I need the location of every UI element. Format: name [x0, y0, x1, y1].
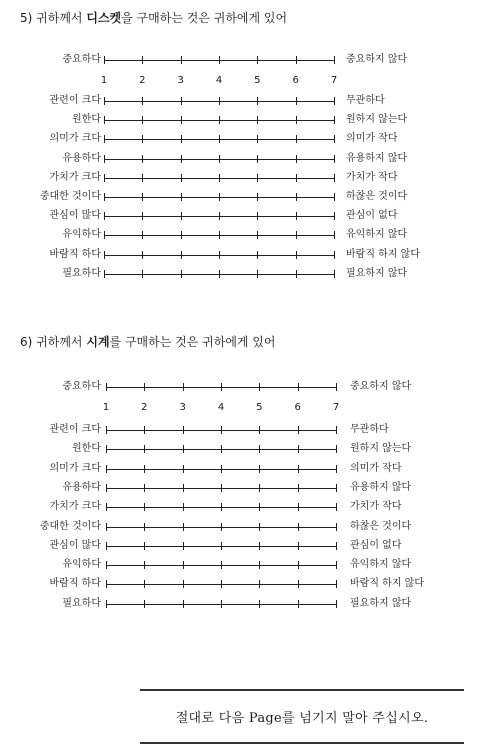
- scale-tick-2[interactable]: [144, 383, 145, 391]
- rating-scale-line[interactable]: [104, 210, 334, 222]
- scale-tick-3[interactable]: [181, 97, 182, 105]
- scale-tick-3[interactable]: [181, 251, 182, 259]
- scale-row: [0, 114, 480, 128]
- scale-tick-6[interactable]: [296, 135, 297, 143]
- footer-rule-top: [140, 689, 464, 691]
- right-anchor-label: 원하지 않는다: [346, 114, 408, 126]
- scale-tick-4[interactable]: [219, 193, 220, 201]
- scale-tick-2[interactable]: [142, 155, 143, 163]
- rating-scale-line[interactable]: [104, 114, 334, 126]
- scale-tick-2[interactable]: [142, 270, 143, 278]
- scale-tick-1[interactable]: [106, 426, 107, 434]
- scale-tick-7[interactable]: [334, 116, 335, 124]
- scale-tick-2[interactable]: [144, 542, 145, 550]
- scale-tick-4[interactable]: [219, 155, 220, 163]
- scale-tick-2[interactable]: [142, 97, 143, 105]
- question-post-text: 을 구매하는 것은 귀하에게 있어: [121, 11, 288, 25]
- scale-tick-2[interactable]: [144, 484, 145, 492]
- scale-row: [0, 521, 480, 535]
- left-anchor-label: 중요하다: [62, 381, 101, 392]
- scale-tick-6[interactable]: [298, 561, 299, 569]
- question-post-text: 를 구매하는 것은 귀하에게 있어: [109, 335, 276, 349]
- scale-tick-4[interactable]: [221, 580, 222, 588]
- footer-rule-bottom: [140, 742, 464, 744]
- scale-tick-5[interactable]: [259, 600, 260, 608]
- scale-number: 2: [141, 402, 148, 413]
- rating-scale-line[interactable]: [106, 559, 336, 571]
- scale-tick-5[interactable]: [257, 251, 258, 259]
- scale-tick-4[interactable]: [221, 383, 222, 391]
- rating-scale-line[interactable]: [106, 443, 336, 455]
- right-anchor-label: 유용하지 않다: [346, 152, 408, 164]
- question-pre-text: 귀하께서: [36, 335, 83, 349]
- scale-row: [0, 578, 480, 592]
- scale-tick-1[interactable]: [106, 445, 107, 453]
- scale-tick-1[interactable]: [104, 155, 105, 163]
- rating-scale-line[interactable]: [104, 229, 334, 241]
- scale-tick-6[interactable]: [298, 503, 299, 511]
- scale-row: [0, 133, 480, 147]
- scale-row: [0, 268, 480, 282]
- scale-tick-2[interactable]: [142, 56, 143, 64]
- scale-tick-5[interactable]: [259, 523, 260, 531]
- scale-tick-3[interactable]: [181, 231, 182, 239]
- left-anchor-label: 관심이 많다: [49, 210, 101, 222]
- rating-scale-line[interactable]: [106, 540, 336, 552]
- scale-tick-3[interactable]: [183, 383, 184, 391]
- left-anchor-label: 의미가 크다: [49, 462, 101, 474]
- scale-tick-6[interactable]: [298, 426, 299, 434]
- right-anchor-label: 관심이 없다: [350, 539, 402, 551]
- scale-tick-5[interactable]: [257, 174, 258, 182]
- scale-tick-7[interactable]: [334, 270, 335, 278]
- scale-tick-4[interactable]: [219, 231, 220, 239]
- scale-tick-1[interactable]: [104, 212, 105, 220]
- scale-tick-2[interactable]: [142, 212, 143, 220]
- scale-tick-6[interactable]: [296, 212, 297, 220]
- scale-tick-2[interactable]: [142, 193, 143, 201]
- question-product: 시계: [86, 335, 110, 349]
- right-anchor-label: 가치가 작다: [346, 171, 398, 183]
- scale-tick-1[interactable]: [104, 231, 105, 239]
- scale-row: [0, 482, 480, 496]
- scale-tick-6[interactable]: [296, 97, 297, 105]
- scale-tick-1[interactable]: [106, 465, 107, 473]
- left-anchor-label: 원한다: [72, 443, 101, 455]
- rating-scale-line[interactable]: [104, 133, 334, 145]
- scale-tick-2[interactable]: [144, 503, 145, 511]
- left-anchor-label: 관련이 크다: [49, 424, 101, 435]
- scale-number: 4: [217, 402, 225, 413]
- question-number: 5): [20, 11, 33, 25]
- scale-tick-5[interactable]: [257, 116, 258, 124]
- rating-scale-line[interactable]: [104, 172, 334, 184]
- rating-scale-line[interactable]: [104, 191, 334, 203]
- scale-tick-7[interactable]: [334, 155, 335, 163]
- scale-tick-1[interactable]: [106, 580, 107, 588]
- right-anchor-label: 유익하지 않다: [350, 559, 412, 571]
- scale-tick-7[interactable]: [334, 212, 335, 220]
- scale-tick-3[interactable]: [181, 174, 182, 182]
- scale-tick-2[interactable]: [142, 116, 143, 124]
- scale-row: [0, 249, 480, 263]
- scale-tick-1[interactable]: [104, 270, 105, 278]
- scale-tick-6[interactable]: [296, 251, 297, 259]
- scale-tick-4[interactable]: [219, 270, 220, 278]
- scale-tick-6[interactable]: [296, 155, 297, 163]
- scale-tick-3[interactable]: [183, 561, 184, 569]
- scale-tick-7[interactable]: [336, 600, 337, 608]
- right-anchor-label: 가치가 작다: [350, 501, 402, 513]
- scale-tick-1[interactable]: [104, 193, 105, 201]
- scale-tick-4[interactable]: [221, 523, 222, 531]
- scale-tick-4[interactable]: [219, 116, 220, 124]
- scale-tick-7[interactable]: [336, 523, 337, 531]
- scale-row-top: [0, 381, 480, 395]
- left-anchor-label: 원한다: [72, 114, 101, 126]
- left-anchor-label: 유익하다: [62, 229, 101, 241]
- scale-tick-5[interactable]: [259, 580, 260, 588]
- scale-tick-7[interactable]: [334, 135, 335, 143]
- scale-tick-5[interactable]: [259, 542, 260, 550]
- question-product: 디스켓: [86, 11, 122, 25]
- scale-tick-7[interactable]: [336, 484, 337, 492]
- scale-tick-6[interactable]: [296, 116, 297, 124]
- scale-tick-2[interactable]: [144, 561, 145, 569]
- scale-tick-7[interactable]: [334, 56, 335, 64]
- scale-tick-7[interactable]: [336, 426, 337, 434]
- rating-scale-line[interactable]: [106, 381, 336, 393]
- scale-tick-7[interactable]: [334, 251, 335, 259]
- left-anchor-label: 바람직 하다: [49, 578, 101, 590]
- scale-tick-4[interactable]: [221, 426, 222, 434]
- scale-tick-7[interactable]: [334, 174, 335, 182]
- scale-tick-1[interactable]: [104, 135, 105, 143]
- scale-number: 6: [294, 402, 301, 413]
- scale-tick-4[interactable]: [221, 465, 222, 473]
- scale-tick-4[interactable]: [221, 600, 222, 608]
- scale-tick-2[interactable]: [142, 251, 143, 259]
- scale-tick-2[interactable]: [144, 580, 145, 588]
- rating-scale-line[interactable]: [104, 54, 334, 66]
- scale-tick-4[interactable]: [221, 561, 222, 569]
- scale-tick-5[interactable]: [259, 484, 260, 492]
- scale-tick-4[interactable]: [219, 174, 220, 182]
- scale-row: [0, 463, 480, 477]
- rating-scale-line[interactable]: [104, 153, 334, 165]
- scale-tick-7[interactable]: [334, 231, 335, 239]
- scale-row: [0, 229, 480, 243]
- scale-tick-4[interactable]: [221, 503, 222, 511]
- scale-tick-2[interactable]: [142, 135, 143, 143]
- rating-scale-line[interactable]: [106, 501, 336, 513]
- right-anchor-label: 원하지 않는다: [350, 443, 412, 455]
- scale-tick-4[interactable]: [221, 542, 222, 550]
- scale-row: [0, 191, 480, 205]
- scale-tick-4[interactable]: [219, 56, 220, 64]
- left-anchor-label: 가치가 크다: [49, 501, 101, 513]
- scale-tick-3[interactable]: [183, 426, 184, 434]
- rating-scale-line[interactable]: [106, 424, 336, 436]
- rating-scale-line[interactable]: [106, 463, 336, 475]
- scale-tick-1[interactable]: [104, 251, 105, 259]
- scale-number: 5: [254, 75, 261, 86]
- scale-tick-1[interactable]: [104, 116, 105, 124]
- scale-tick-7[interactable]: [336, 580, 337, 588]
- scale-tick-5[interactable]: [259, 383, 260, 391]
- scale-number: 3: [177, 75, 184, 86]
- scale-tick-5[interactable]: [257, 193, 258, 201]
- scale-row-top: [0, 54, 480, 68]
- scale-tick-6[interactable]: [298, 542, 299, 550]
- scale-tick-6[interactable]: [298, 580, 299, 588]
- left-anchor-label: 바람직 하다: [49, 248, 101, 260]
- scale-tick-1[interactable]: [106, 561, 107, 569]
- right-anchor-label: 중요하지 않다: [350, 381, 412, 392]
- right-anchor-label: 하찮은 것이다: [350, 520, 412, 532]
- scale-tick-7[interactable]: [336, 383, 337, 391]
- scale-number: 7: [330, 75, 338, 86]
- scale-tick-3[interactable]: [181, 270, 182, 278]
- scale-row: [0, 501, 480, 515]
- scale-number: 3: [179, 402, 186, 413]
- scale-tick-5[interactable]: [259, 561, 260, 569]
- scale-tick-1[interactable]: [106, 600, 107, 608]
- scale-tick-6[interactable]: [298, 484, 299, 492]
- scale-tick-6[interactable]: [298, 523, 299, 531]
- scale-tick-5[interactable]: [259, 426, 260, 434]
- scale-tick-5[interactable]: [257, 155, 258, 163]
- scale-tick-3[interactable]: [181, 135, 182, 143]
- scale-number: 5: [256, 402, 263, 413]
- rating-scale-line[interactable]: [106, 482, 336, 494]
- scale-tick-6[interactable]: [296, 193, 297, 201]
- left-anchor-label: 가치가 크다: [49, 171, 101, 183]
- rating-scale-line[interactable]: [104, 268, 334, 280]
- right-anchor-label: 하찮은 것이다: [346, 191, 408, 202]
- scale-number: 6: [292, 75, 299, 86]
- scale-tick-4[interactable]: [219, 97, 220, 105]
- question-pre-text: 귀하께서: [36, 11, 83, 25]
- scale-tick-3[interactable]: [183, 523, 184, 531]
- scale-tick-1[interactable]: [104, 174, 105, 182]
- rating-scale-line[interactable]: [106, 521, 336, 533]
- right-anchor-label: 의미가 작다: [350, 462, 402, 474]
- question-number: 6): [20, 335, 33, 349]
- rating-scale-line[interactable]: [104, 249, 334, 261]
- left-anchor-label: 유용하다: [62, 152, 101, 164]
- scale-number: 1: [100, 75, 108, 86]
- scale-row: [0, 443, 480, 457]
- scale-tick-1[interactable]: [106, 523, 107, 531]
- scale-tick-5[interactable]: [257, 56, 258, 64]
- scale-tick-7[interactable]: [334, 193, 335, 201]
- scale-row: [0, 540, 480, 554]
- scale-row: [0, 598, 480, 612]
- scale-row: [0, 424, 480, 438]
- left-anchor-label: 필요하다: [62, 267, 101, 279]
- right-anchor-label: 중요하지 않다: [346, 54, 408, 65]
- question-5-title: [20, 9, 287, 26]
- scale-tick-7[interactable]: [334, 97, 335, 105]
- footer-instruction: 절대로 다음 Page를 넘기지 말아 주십시오.: [175, 711, 429, 726]
- scale-tick-3[interactable]: [183, 542, 184, 550]
- scale-tick-1[interactable]: [106, 484, 107, 492]
- right-anchor-label: 필요하지 않다: [350, 597, 412, 609]
- left-anchor-label: 의미가 크다: [49, 133, 101, 145]
- question-6-title: [20, 333, 276, 350]
- scale-number: 1: [102, 402, 110, 413]
- left-anchor-label: 중대한 것이다: [39, 191, 101, 202]
- right-anchor-label: 관심이 없다: [346, 210, 398, 222]
- scale-row: [0, 210, 480, 224]
- scale-row: [0, 153, 480, 167]
- scale-number: 4: [215, 75, 223, 86]
- scale-tick-5[interactable]: [257, 231, 258, 239]
- scale-tick-7[interactable]: [336, 561, 337, 569]
- right-anchor-label: 무관하다: [346, 95, 385, 106]
- right-anchor-label: 바람직 하지 않다: [350, 578, 424, 590]
- scale-tick-3[interactable]: [181, 155, 182, 163]
- scale-tick-5[interactable]: [259, 465, 260, 473]
- rating-scale-line[interactable]: [104, 95, 334, 107]
- scale-tick-3[interactable]: [181, 56, 182, 64]
- scale-tick-3[interactable]: [181, 116, 182, 124]
- right-anchor-label: 필요하지 않다: [346, 267, 408, 279]
- right-anchor-label: 유용하지 않다: [350, 481, 412, 493]
- scale-tick-4[interactable]: [221, 445, 222, 453]
- left-anchor-label: 중요하다: [62, 54, 101, 65]
- scale-tick-5[interactable]: [257, 212, 258, 220]
- left-anchor-label: 유용하다: [62, 481, 101, 493]
- scale-tick-7[interactable]: [336, 542, 337, 550]
- scale-tick-5[interactable]: [257, 97, 258, 105]
- scale-numbers: [0, 402, 480, 414]
- rating-scale-line[interactable]: [106, 598, 336, 610]
- scale-tick-3[interactable]: [181, 193, 182, 201]
- scale-tick-4[interactable]: [219, 135, 220, 143]
- scale-tick-2[interactable]: [144, 426, 145, 434]
- scale-tick-4[interactable]: [219, 212, 220, 220]
- scale-tick-5[interactable]: [259, 445, 260, 453]
- left-anchor-label: 유익하다: [62, 559, 101, 571]
- left-anchor-label: 관심이 많다: [49, 539, 101, 551]
- scale-tick-6[interactable]: [296, 231, 297, 239]
- scale-tick-2[interactable]: [142, 174, 143, 182]
- scale-tick-3[interactable]: [183, 484, 184, 492]
- right-anchor-label: 무관하다: [350, 424, 389, 435]
- left-anchor-label: 필요하다: [62, 597, 101, 609]
- scale-tick-4[interactable]: [219, 251, 220, 259]
- scale-tick-7[interactable]: [336, 465, 337, 473]
- scale-tick-6[interactable]: [298, 600, 299, 608]
- scale-number: 2: [139, 75, 146, 86]
- scale-tick-5[interactable]: [257, 270, 258, 278]
- scale-tick-1[interactable]: [104, 97, 105, 105]
- scale-tick-5[interactable]: [257, 135, 258, 143]
- scale-tick-7[interactable]: [336, 503, 337, 511]
- scale-tick-3[interactable]: [183, 503, 184, 511]
- scale-tick-1[interactable]: [106, 542, 107, 550]
- scale-tick-1[interactable]: [106, 503, 107, 511]
- scale-tick-1[interactable]: [106, 383, 107, 391]
- scale-tick-1[interactable]: [104, 56, 105, 64]
- scale-tick-6[interactable]: [298, 383, 299, 391]
- scale-numbers: [0, 75, 480, 87]
- scale-tick-2[interactable]: [144, 445, 145, 453]
- scale-tick-6[interactable]: [296, 56, 297, 64]
- scale-tick-7[interactable]: [336, 445, 337, 453]
- scale-number: 7: [332, 402, 340, 413]
- scale-tick-3[interactable]: [183, 600, 184, 608]
- scale-tick-3[interactable]: [183, 580, 184, 588]
- scale-tick-3[interactable]: [181, 212, 182, 220]
- scale-tick-6[interactable]: [296, 174, 297, 182]
- rating-scale-line[interactable]: [106, 578, 336, 590]
- scale-tick-4[interactable]: [221, 484, 222, 492]
- scale-tick-5[interactable]: [259, 503, 260, 511]
- scale-tick-2[interactable]: [142, 231, 143, 239]
- scale-tick-3[interactable]: [183, 445, 184, 453]
- scale-tick-6[interactable]: [298, 445, 299, 453]
- scale-row: [0, 559, 480, 573]
- scale-tick-2[interactable]: [144, 600, 145, 608]
- scale-row: [0, 172, 480, 186]
- right-anchor-label: 바람직 하지 않다: [346, 248, 420, 260]
- scale-tick-6[interactable]: [298, 465, 299, 473]
- right-anchor-label: 의미가 작다: [346, 133, 398, 145]
- scale-row: [0, 95, 480, 109]
- scale-tick-2[interactable]: [144, 523, 145, 531]
- left-anchor-label: 중대한 것이다: [39, 520, 101, 532]
- scale-tick-2[interactable]: [144, 465, 145, 473]
- scale-tick-6[interactable]: [296, 270, 297, 278]
- left-anchor-label: 관련이 크다: [49, 95, 101, 106]
- scale-tick-3[interactable]: [183, 465, 184, 473]
- right-anchor-label: 유익하지 않다: [346, 229, 408, 241]
